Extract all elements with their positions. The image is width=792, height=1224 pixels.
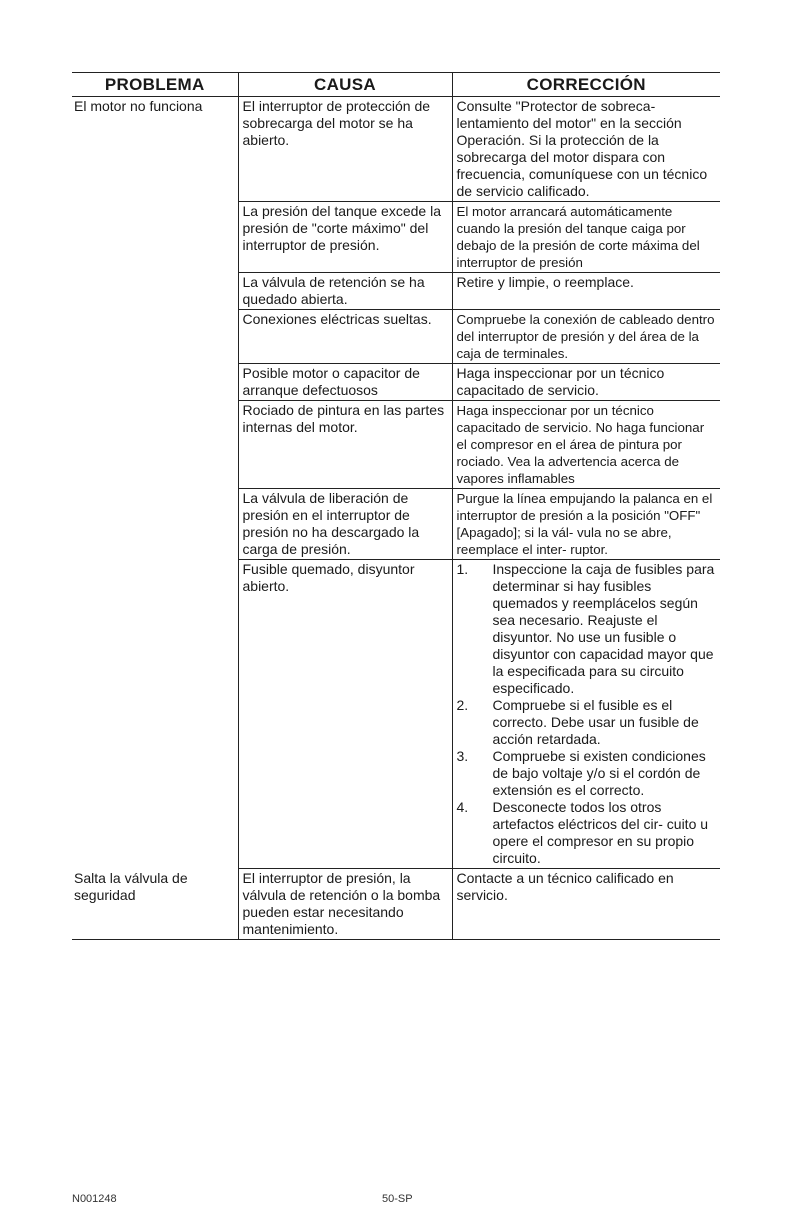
step-text: Inspeccione la caja de fusibles para determinar si hay fusibles quemados y reemplácelos según sea necesario. Reajuste el disyuntor. No use un fusible o disyuntor con capacidad mayor que la especificada para su circuito especificado.	[492, 561, 715, 696]
problem-cell: Salta la válvula de seguridad	[72, 869, 238, 940]
header-correction: CORRECCIÓN	[452, 73, 720, 97]
problem-cell: El motor no funciona	[74, 98, 203, 114]
step-number: 4.	[456, 799, 469, 815]
list-item	[457, 697, 717, 748]
correction-cell	[452, 560, 720, 869]
correction-steps-list	[457, 561, 717, 867]
correction-cell: Haga inspeccionar por un técnico capacitado de servicio. No haga funcionar el compresor en el área de pintura por rociado. Vea la advertencia acerca de vapores inflamables	[452, 401, 720, 489]
correction-cell: El motor arrancará automáticamente cuando la presión del tanque caiga por debajo de la presión de corte máxima del interruptor de presión	[452, 202, 720, 273]
list-item	[457, 748, 717, 799]
cause-cell: La válvula de retención se ha quedado abierta.	[238, 273, 452, 310]
list-item	[457, 799, 717, 867]
cause-cell: La presión del tanque excede la presión de "corte máximo" del interruptor de presión.	[238, 202, 452, 273]
cause-cell: La válvula de liberación de presión en el interruptor de presión no ha descargado la carga de presión.	[238, 489, 452, 560]
table-row	[72, 869, 720, 940]
document-code: N001248	[72, 1193, 117, 1205]
step-number: 1.	[456, 561, 469, 577]
cause-cell: El interruptor de protección de sobrecarga del motor se ha abierto.	[238, 97, 452, 202]
correction-cell: Purgue la línea empujando la palanca en el interruptor de presión a la posición "OFF" [Apagado]; si la vál- vula no se abre, reemplace el inter- ruptor.	[452, 489, 720, 560]
cause-cell: Posible motor o capacitor de arranque defectuosos	[238, 364, 452, 401]
header-cause: CAUSA	[238, 73, 452, 97]
correction-cell: Haga inspeccionar por un técnico capacitado de servicio.	[452, 364, 720, 401]
step-text: Compruebe si el fusible es el correcto. Debe usar un fusible de acción retardada.	[492, 697, 699, 747]
cause-cell: Rociado de pintura en las partes internas del motor.	[238, 401, 452, 489]
header-problem: PROBLEMA	[72, 73, 238, 97]
list-item	[457, 561, 717, 697]
correction-cell: Compruebe la conexión de cableado dentro del interruptor de presión y del área de la caja de terminales.	[452, 310, 720, 364]
cause-cell: Conexiones eléctricas sueltas.	[238, 310, 452, 364]
correction-cell: Consulte "Protector de sobreca- lentamiento del motor" en la sección Operación. Si la protección de la sobrecarga del motor dispara con frecuencia, comuníquese con un técnico de servicio calificado.	[452, 97, 720, 202]
table-header	[72, 73, 720, 97]
step-number: 2.	[456, 697, 469, 713]
step-number: 3.	[456, 748, 469, 764]
table-row	[72, 97, 720, 202]
page-number: 50-SP	[382, 1193, 413, 1205]
troubleshooting-table	[72, 72, 720, 940]
correction-cell: Contacte a un técnico calificado en servicio.	[452, 869, 720, 940]
cause-cell: Fusible quemado, disyuntor abierto.	[238, 560, 452, 869]
correction-cell: Retire y limpie, o reemplace.	[452, 273, 720, 310]
cause-cell: El interruptor de presión, la válvula de retención o la bomba pueden estar necesitando mantenimiento.	[238, 869, 452, 940]
step-text: Compruebe si existen condiciones de bajo voltaje y/o si el cordón de extensión es el correcto.	[492, 748, 706, 798]
step-text: Desconecte todos los otros artefactos eléctricos del cir- cuito u opere el compresor en su propio circuito.	[492, 799, 709, 866]
